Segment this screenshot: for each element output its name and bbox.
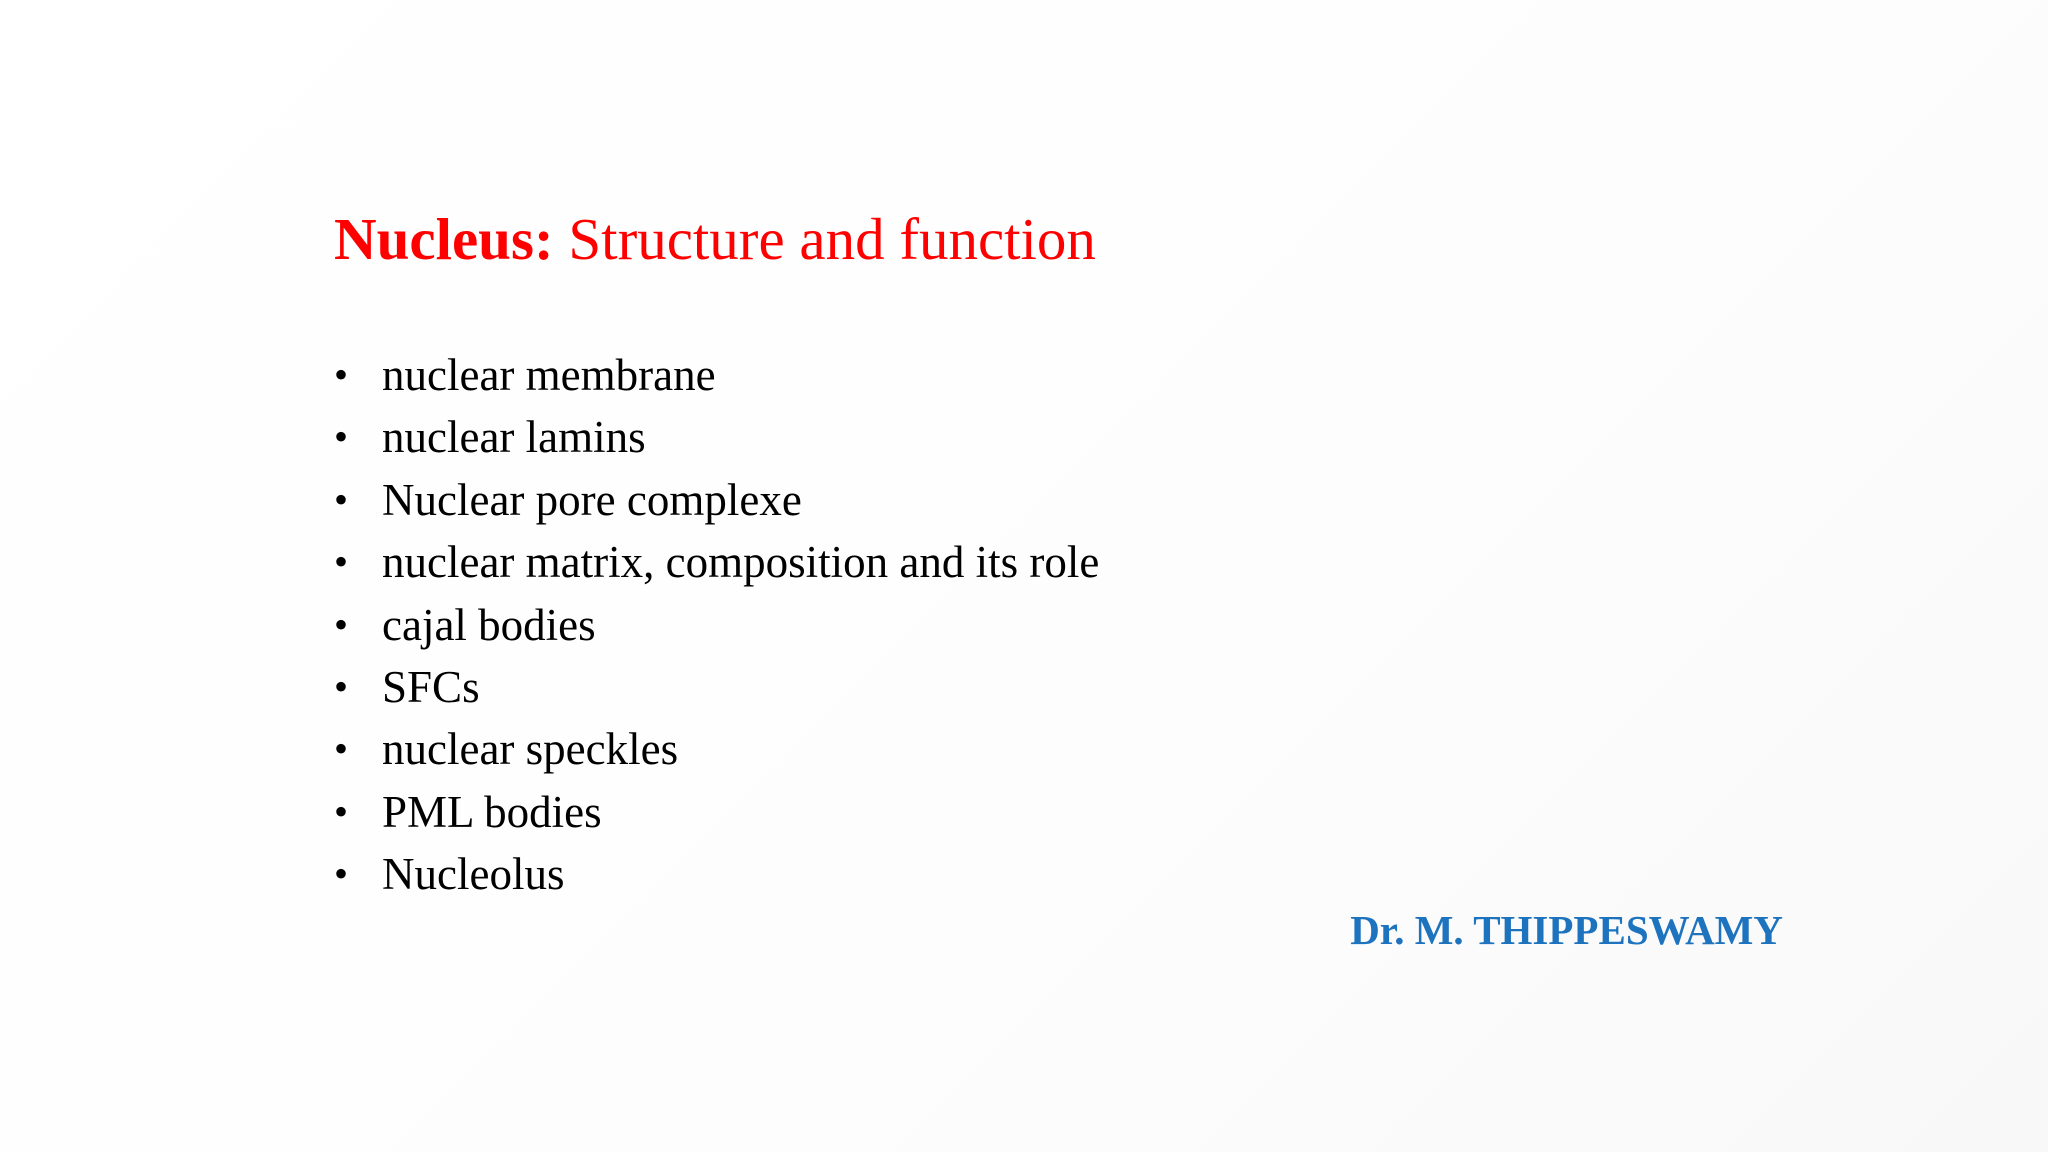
list-item-label: nuclear matrix, composition and its role	[382, 537, 1100, 588]
list-item-label: SFCs	[382, 661, 480, 712]
list-item-label: cajal bodies	[382, 599, 596, 650]
slide-title	[334, 204, 1096, 275]
bullet-icon: •	[334, 476, 349, 522]
author-name: Dr. M. THIPPESWAMY	[1350, 907, 1783, 953]
list-item	[334, 843, 1099, 905]
list-item	[334, 406, 1099, 468]
list-item	[334, 344, 1099, 406]
topic-list	[334, 344, 1099, 906]
list-item-label: Nucleolus	[382, 849, 565, 900]
bullet-icon: •	[334, 726, 349, 772]
list-item	[334, 781, 1099, 843]
bullet-icon: •	[334, 539, 349, 585]
list-item-label: nuclear lamins	[382, 412, 646, 463]
list-item	[334, 718, 1099, 780]
list-item	[334, 531, 1099, 593]
list-item-label: PML bodies	[382, 786, 602, 837]
list-item-label: nuclear speckles	[382, 724, 679, 775]
list-item	[334, 594, 1099, 656]
bullet-icon: •	[334, 788, 349, 834]
list-item-label: nuclear membrane	[382, 350, 716, 400]
bullet-icon: •	[334, 601, 349, 647]
title-bold-part: Nucleus:	[334, 206, 554, 272]
title-rest-part: Structure and function	[553, 206, 1096, 272]
list-item-label: Nuclear pore complexe	[382, 474, 802, 525]
list-item	[334, 469, 1099, 531]
bullet-icon: •	[334, 352, 349, 397]
bullet-icon: •	[334, 851, 349, 897]
bullet-icon: •	[334, 663, 349, 709]
list-item	[334, 656, 1099, 718]
bullet-icon: •	[334, 414, 349, 460]
